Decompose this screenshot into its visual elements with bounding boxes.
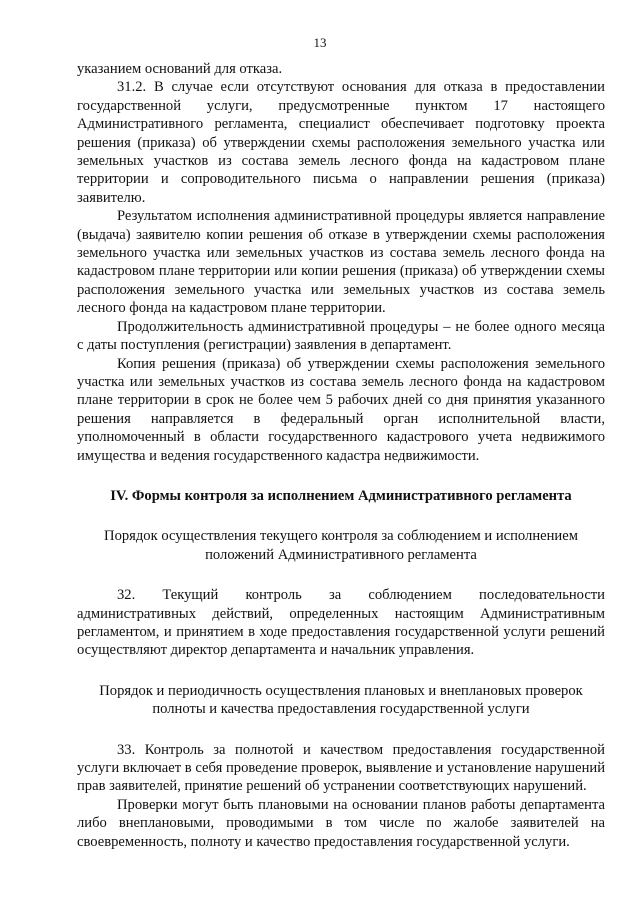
subheading-inspections: Порядок и периодичность осуществления плановых и внеплановых проверок полноты и качества предоставления государственной услуги xyxy=(99,682,583,718)
paragraph-inspections: Проверки могут быть плановыми на основании планов работы департамента либо внеплановыми, проводимыми в том числе по жалобе заявителей на своевременность, полноту и качество предоставления государственной услуги. xyxy=(77,796,605,850)
paragraph-33: 33. Контроль за полнотой и качеством предоставления государственной услуги включает в себя проведение проверок, выявление и установление нарушений прав заявителей, принятие решений об устранении соответствующих нарушений. xyxy=(77,741,605,795)
paragraph-32: 32. Текущий контроль за соблюдением последовательности административных действий, определенных настоящим Административным регламентом, и принятием в ходе предоставления государственной услуги решений осуществляют директор департамента и начальник управления. xyxy=(77,587,605,659)
paragraph-31-2: 31.2. В случае если отсутствуют основания для отказа в предоставлении государственной услуги, предусмотренные пунктом 17 настоящего Административного регламента, специалист обеспечивает подготовку проекта решения (приказа) об утверждении схемы расположения земельного участка или земельных участков из состава земель лесного фонда на кадастровом плане территории и сопроводительного письма о направлении решения (приказа) заявителю. xyxy=(77,79,605,206)
subheading-current-control: Порядок осуществления текущего контроля за соблюдением и исполнением положений Административного регламента xyxy=(104,528,578,563)
section-heading: IV. Формы контроля за исполнением Административного регламента xyxy=(110,487,572,504)
paragraph: указанием оснований для отказа. xyxy=(77,61,283,77)
paragraph-duration: Продолжительность административной процедуры – не более одного месяца с даты поступления (регистрации) заявления в департамент. xyxy=(77,318,605,354)
page-number: 13 xyxy=(313,35,327,50)
paragraph-result: Результатом исполнения административной процедуры является направление (выдача) заявителю копии решения об отказе в утверждении схемы расположения земельного участка или земельных участков из состава земель лесного фонда на кадастровом плане территории или копии решения (приказа) об утверждении схемы расположения земельного участка или земельных участков из состава земель лесного фонда на кадастровом плане территории. xyxy=(77,208,605,317)
document-body xyxy=(77,60,605,851)
paragraph-copy: Копия решения (приказа) об утверждении схемы расположения земельного участка или земельных участков из состава земель лесного фонда на кадастровом плане территории в срок не более чем 5 рабочих дней со дня принятия указанного решения направляется в федеральный орган исполнительной власти, уполномоченный в области государственного кадастрового учета недвижимого имущества и ведения государственного кадастра недвижимости. xyxy=(77,355,605,464)
